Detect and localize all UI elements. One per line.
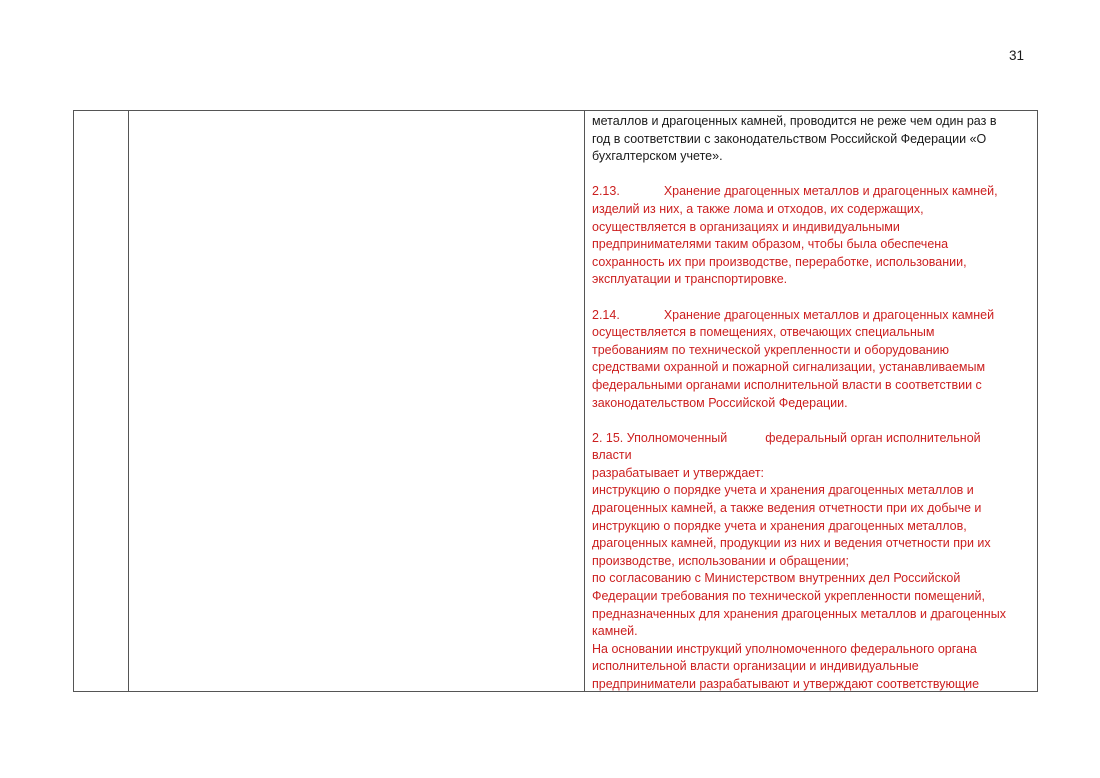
paragraph-heading-line [592,307,1036,325]
text-line: осуществляется в помещениях, отвечающих специальным [592,325,935,340]
text-line: Хранение драгоценных металлов и драгоценных камней, [663,184,998,199]
text-line: бухгалтерском учете». [592,149,723,164]
paragraph-2-14 [592,307,1036,413]
text-line: 2. 15. Уполномоченный [592,430,728,445]
text-line: год в соответствии с законодательством Российской Федерации «О [592,131,987,146]
text-line: средствами охранной и пожарной сигнализации, устанавливаемым [592,360,986,375]
text-line: предприниматели разрабатывают и утверждают соответствующие [592,677,980,691]
text-line: изделий из них, а также лома и отходов, их содержащих, [592,201,924,216]
text-line: осуществляется в организациях и индивидуальными [592,219,900,234]
text-line: исполнительной власти организации и индивидуальные [592,659,919,674]
text-line: металлов и драгоценных камней, проводится не реже чем один раз в [592,114,997,128]
table-text-cell [592,113,1036,691]
text-line: сохранность их при производстве, переработке, использовании, [592,254,967,269]
text-line: разрабатывает и утверждает: [592,465,765,480]
paragraph-2-13 [592,183,1036,289]
item-number: 2.14. [592,307,620,322]
text-line: инструкцию о порядке учета и хранения драгоценных металлов и [592,483,974,498]
table-column-divider-1 [128,111,129,691]
text-line: федеральный орган исполнительной [765,430,981,445]
page-number: 31 [1009,48,1025,63]
text-line: законодательством Российской Федерации. [592,395,848,410]
text-line: федеральными органами исполнительной власти в соответствии с [592,377,982,392]
text-line: камней. [592,624,638,639]
text-line: предназначенных для хранения драгоценных металлов и драгоценных [592,606,1006,621]
text-line: инструкцию о порядке учета и хранения драгоценных металлов, [592,518,967,533]
text-line: власти [592,448,632,463]
paragraph-heading-line [592,430,1036,448]
text-line: по согласованию с Министерством внутренних дел Российской [592,571,961,586]
text-line: На основании инструкций уполномоченного федерального органа [592,641,977,656]
text-line: производстве, использовании и обращении; [592,553,849,568]
text-line: драгоценных камней, продукции из них и ведения отчетности при их [592,536,991,551]
text-line: предпринимателями таким образом, чтобы была обеспечена [592,237,949,252]
paragraph-2-15 [592,430,1036,691]
text-line: эксплуатации и транспортировке. [592,272,788,287]
text-line: драгоценных камней, а также ведения отчетности при их добыче и [592,501,982,516]
paragraph-heading-line [592,183,1036,201]
text-line: Федерации требования по технической укрепленности помещений, [592,589,985,604]
text-line: требованиям по технической укрепленности и оборудованию [592,342,950,357]
item-number: 2.13. [592,184,620,199]
text-line: Хранение драгоценных металлов и драгоценных камней [663,307,995,322]
table-column-divider-2 [584,111,585,691]
document-table [73,110,1038,692]
intro-paragraph [592,113,1036,166]
